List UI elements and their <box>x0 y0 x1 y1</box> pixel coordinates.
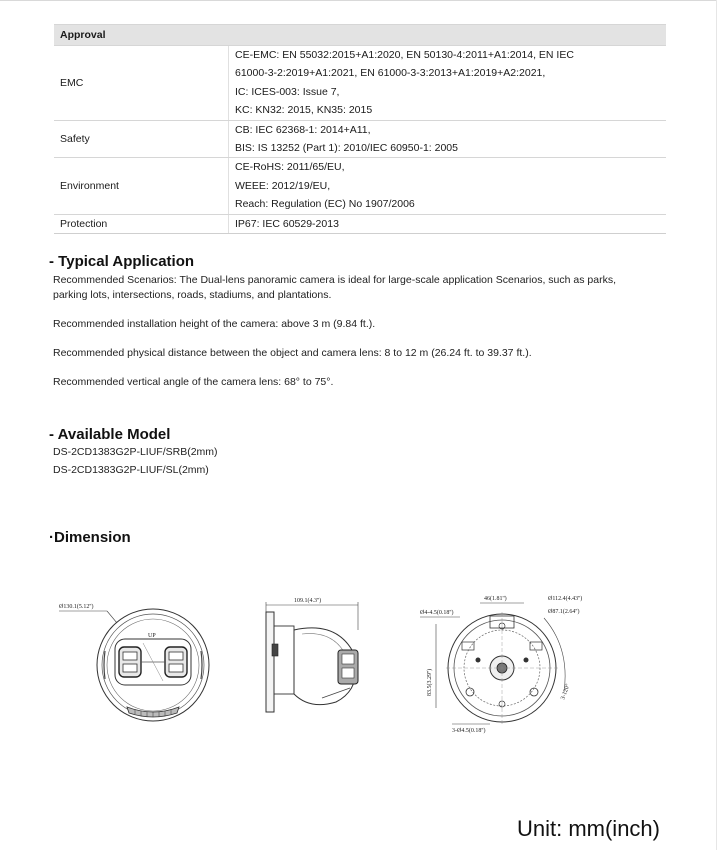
model-item: DS-2CD1383G2P-LIUF/SRB(2mm) <box>53 446 218 458</box>
section-title: Available Model <box>57 426 171 443</box>
value-line: IC: ICES-003: Issue 7, <box>235 85 340 98</box>
base-holes-label: Ø4-4.5(0.18'') <box>420 610 454 616</box>
value-line: Reach: Regulation (EC) No 1907/2006 <box>235 198 415 211</box>
unit-label: Unit: mm(inch) <box>516 816 660 841</box>
section-dimension <box>49 529 131 546</box>
paragraph: Recommended vertical angle of the camera lens: 68° to 75°. <box>53 376 334 388</box>
front-diameter-label: Ø130.1(5.12'') <box>59 604 94 610</box>
paragraph: Recommended Scenarios: The Dual-lens panoramic camera is ideal for large-scale application Scenarios, such as parks, parking lots, intersections, roads, stadiums, and plantations. <box>53 274 616 301</box>
row-value <box>229 158 667 214</box>
value-line: WEEE: 2012/19/EU, <box>235 179 331 192</box>
value-line: CB: IEC 62368-1: 2014+A11, <box>235 123 371 136</box>
value-line: KC: KN32: 2015, KN35: 2015 <box>235 104 373 117</box>
paragraph: Recommended installation height of the camera: above 3 m (9.84 ft.). <box>53 318 376 330</box>
base-angle-label: 3-120° <box>560 683 572 701</box>
table-header-row <box>54 25 666 46</box>
table-row <box>54 158 666 214</box>
section-title: Typical Application <box>58 253 195 270</box>
row-value <box>229 120 667 158</box>
value-line: CE-RoHS: 2011/65/EU, <box>235 161 345 174</box>
section-available-model <box>49 426 170 443</box>
section-title: Dimension <box>54 529 131 546</box>
side-length-label: 109.1(4.3'') <box>294 598 322 604</box>
row-label: Environment <box>54 158 229 214</box>
row-label: Safety <box>54 120 229 158</box>
base-height-label: 83.5(3.29'') <box>427 668 433 696</box>
base-top-width-label: 46(1.81'') <box>484 596 507 602</box>
up-marker: UP <box>148 633 156 639</box>
base-inner-diameter-label: Ø87.1(2.64'') <box>548 609 580 615</box>
approval-table <box>54 24 666 234</box>
base-bottom-holes-label: 3-Ø4.5(0.18'') <box>452 728 486 734</box>
table-row <box>54 120 666 158</box>
paragraph: Recommended physical distance between the object and camera lens: 8 to 12 m (26.24 ft. to 39.37 ft.). <box>53 347 532 359</box>
table-header: Approval <box>54 25 666 46</box>
value-line: 61000-3-2:2019+A1:2021, EN 61000-3-3:2013+A1:2019+A2:2021, <box>235 67 546 80</box>
row-label: EMC <box>54 46 229 121</box>
row-value <box>229 46 667 121</box>
section-typical-application <box>49 253 194 270</box>
section-bullet: - <box>49 426 54 443</box>
side-view-drawing <box>262 590 372 720</box>
row-label: Protection <box>54 214 229 233</box>
section-bullet: - <box>49 253 54 270</box>
value-line: BIS: IS 13252 (Part 1): 2010/IEC 60950-1: 2005 <box>235 142 458 155</box>
front-view-drawing <box>55 595 225 735</box>
base-outer-diameter-label: Ø112.4(4.43'') <box>548 596 583 602</box>
base-view-drawing <box>418 588 588 738</box>
row-value <box>229 214 667 233</box>
table-row <box>54 46 666 121</box>
table-row <box>54 214 666 233</box>
value-line: CE-EMC: EN 55032:2015+A1:2020, EN 50130-4:2011+A1:2014, EN IEC <box>235 49 574 61</box>
page-edge <box>0 0 717 1</box>
section-bullet: · <box>49 529 54 546</box>
value-line: IP67: IEC 60529-2013 <box>235 217 339 230</box>
model-item: DS-2CD1383G2P-LIUF/SL(2mm) <box>53 464 209 476</box>
